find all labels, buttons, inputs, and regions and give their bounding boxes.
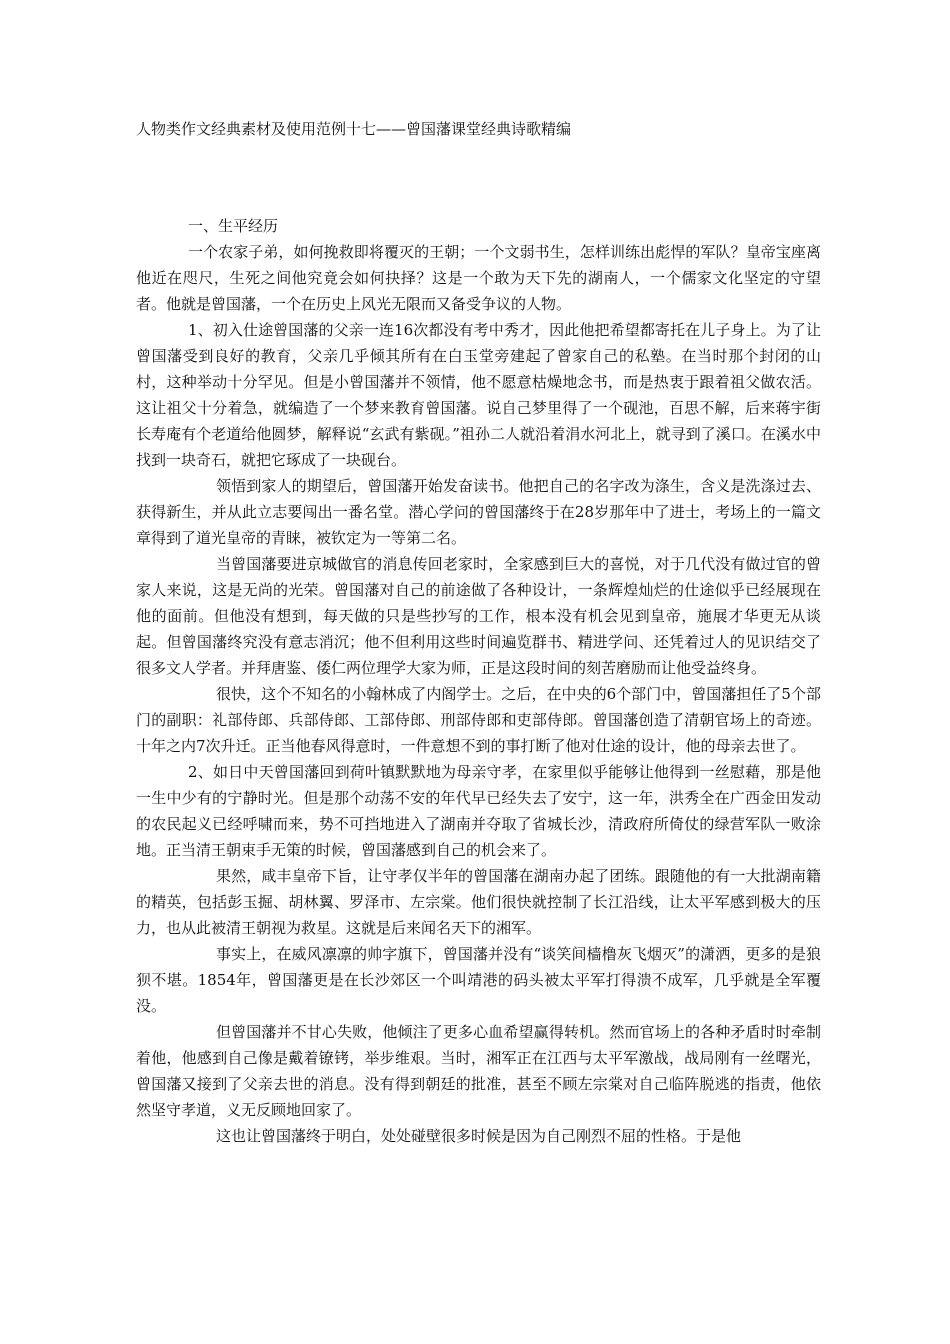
paragraph-defeat: 事实上，在威风凛凛的帅字旗下，曾国藩并没有“谈笑间樯橹灰飞烟灭”的潇洒，更多的是狼狈不堪。1854年，曾国藩更是在长沙郊区一个叫靖港的码头被太平军打得溃不成军，几乎就是全军覆没。 [136, 945, 821, 1015]
document-body [136, 213, 821, 1149]
section-heading: 一、生平经历 [188, 217, 279, 235]
paragraph-intro: 一个农家子弟，如何挽救即将覆灭的王朝；一个文弱书生，怎样训练出彪悍的军队？皇帝宝座离他近在咫尺，生死之间他究竟会如何抉择？这是一个敢为天下先的湖南人，一个儒家文化坚定的守望者。他就是曾国藩，一个在历史上风光无限而又备受争议的人物。 [136, 243, 821, 313]
paragraph-capital: 当曾国藩要进京城做官的消息传回老家时，全家感到巨大的喜悦，对于几代没有做过官的曾家人来说，这是无尚的光荣。曾国藩对自己的前途做了各种设计，一条辉煌灿烂的仕途似乎已经展现在他的面前。但他没有想到，每天做的只是些抄写的工作，根本没有机会见到皇帝，施展才华更无从谈起。但曾国藩终究没有意志消沉；他不但利用这些时间遍览群书、精进学问、还凭着过人的见识结交了很多文人学者。并拜唐鉴、倭仁两位理学大家为师，正是这段时间的刻苦磨励而让他受益终身。 [136, 555, 821, 677]
paragraph-promotion: 很快，这个不知名的小翰林成了内阁学士。之后，在中央的6个部门中，曾国藩担任了5个部门的副职：礼部侍郎、兵部侍郎、工部侍郎、刑部侍郎和吏部侍郎。曾国藩创造了清朝官场上的奇迹。十年之内7次升迁。正当他春风得意时，一件意想不到的事打断了他对仕途的设计，他的母亲去世了。 [136, 685, 821, 755]
paragraph-xiang-army: 果然，咸丰皇帝下旨，让守孝仅半年的曾国藩在湖南办起了团练。跟随他的有一大批湖南籍的精英，包括彭玉掘、胡林翼、罗泽市、左宗棠。他们很快就控制了长江沿线，让太平军感到极大的压力，也从此被清王朝视为救星。这就是后来闻名天下的湘军。 [136, 867, 821, 937]
paragraph-peak: 2、如日中天曾国藩回到荷叶镇默默地为母亲守孝，在家里似乎能够让他得到一丝慰藉，那是他一生中少有的宁静时光。但是那个动荡不安的年代早已经失去了安宁，这一年，洪秀全在广西金田发动的农民起义已经呼啸而来，势不可挡地进入了湖南并夺取了省城长沙，清政府所倚仗的绿营军队一败涂地。正当清王朝束手无策的时候，曾国藩感到自己的机会来了。 [136, 763, 821, 859]
document-title: 人物类作文经典素材及使用范例十七——曾国藩课堂经典诗歌精编 [136, 120, 572, 138]
paragraph-study: 领悟到家人的期望后，曾国藩开始发奋读书。他把自己的名字改为涤生，含义是洗涤过去、获得新生，并从此立志要闯出一番名堂。潜心学问的曾国藩终于在28岁那年中了进士，考场上的一篇文章得到了道光皇帝的青睐，被钦定为一等第二名。 [136, 477, 821, 547]
paragraph-setback: 但曾国藩并不甘心失败，他倾注了更多心血希望赢得转机。然而官场上的各种矛盾时时牵制着他，他感到自己像是戴着镣铐，举步维艰。当时，湘军正在江西与太平军激战，战局刚有一丝曙光，曾国藩又接到了父亲去世的消息。没有得到朝廷的批准，甚至不顾左宗棠对自己临阵脱逃的指责，他依然坚守孝道，义无反顾地回家了。 [136, 1023, 821, 1119]
paragraph-early-career: 1、初入仕途曾国藩的父亲一连16次都没有考中秀才，因此他把希望都寄托在儿子身上。为了让曾国藩受到良好的教育，父亲几乎倾其所有在白玉堂旁建起了曾家自己的私塾。在当时那个封闭的山村，这种举动十分罕见。但是小曾国藩并不领情，他不愿意枯燥地念书，而是热衷于跟着祖父做农活。这让祖父十分着急，就编造了一个梦来教育曾国藩。说自己梦里得了一个砚池，百思不解，后来蒋宇街长寿庵有个老道给他圆梦，解释说“玄武有紫砚。”祖孙二人就沿着涓水河北上，就寻到了溪口。在溪水中找到一块奇石，就把它琢成了一块砚台。 [136, 321, 821, 469]
paragraph-reflection: 这也让曾国藩终于明白，处处碰壁很多时候是因为自己刚烈不屈的性格。于是他 [216, 1127, 742, 1145]
